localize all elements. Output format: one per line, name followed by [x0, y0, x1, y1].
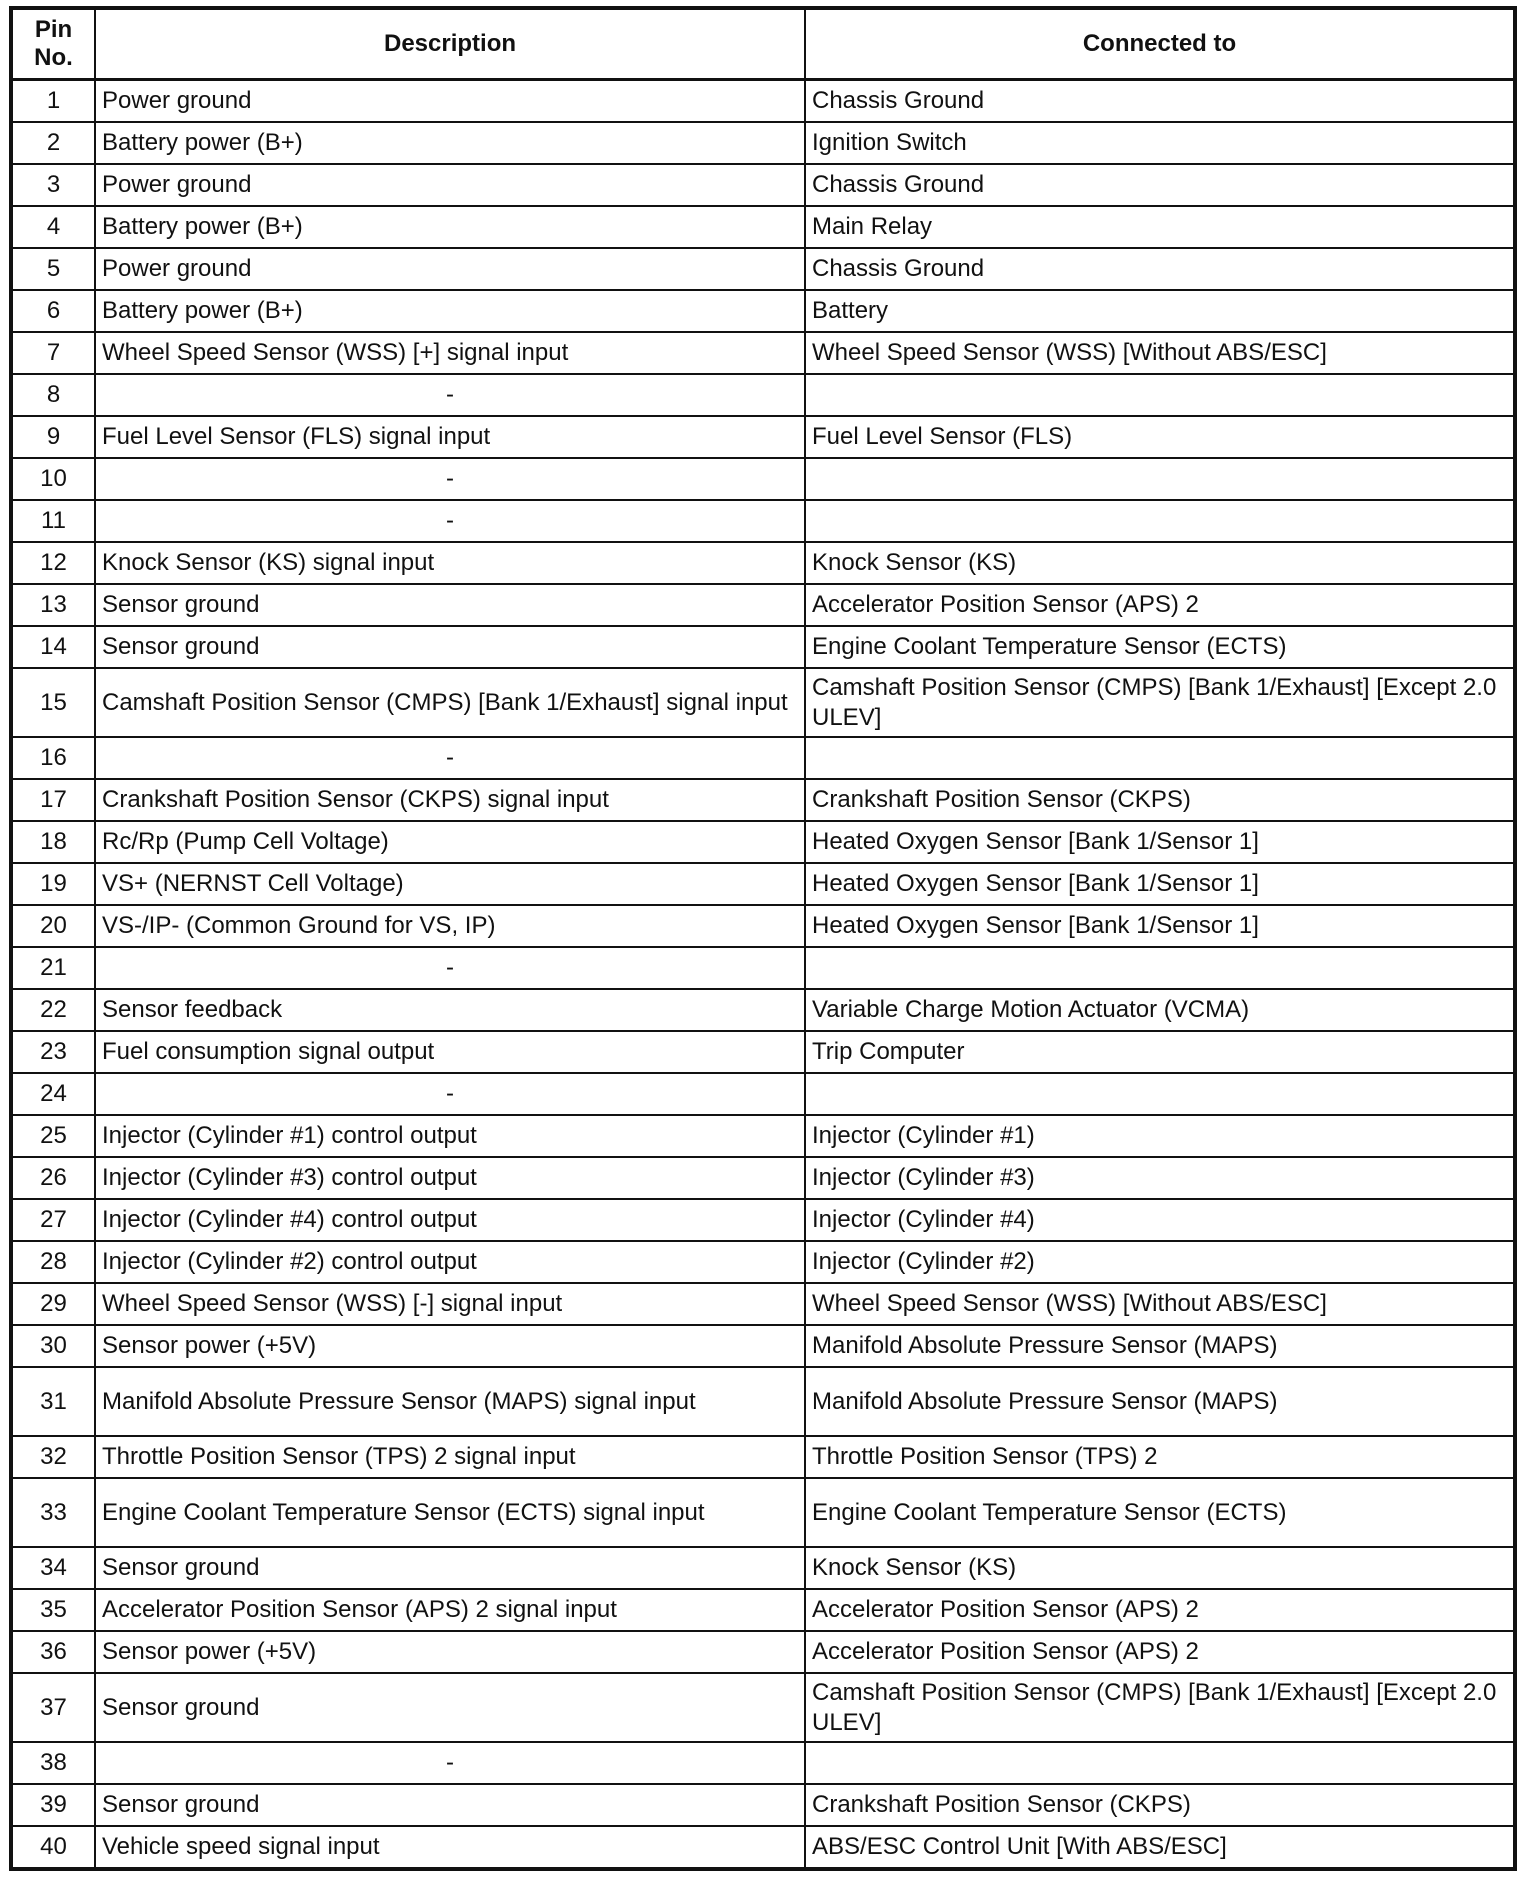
table-row — [11, 1325, 1515, 1367]
cell-description: Sensor power (+5V) — [95, 1631, 805, 1673]
table-row — [11, 458, 1515, 500]
cell-description: - — [95, 737, 805, 779]
cell-pin: 20 — [11, 905, 95, 947]
cell-connected-to — [805, 374, 1515, 416]
table-row — [11, 542, 1515, 584]
table-row — [11, 863, 1515, 905]
table-row — [11, 290, 1515, 332]
table-row — [11, 1784, 1515, 1826]
table-row — [11, 1826, 1515, 1869]
cell-description: Injector (Cylinder #1) control output — [95, 1115, 805, 1157]
cell-pin: 7 — [11, 332, 95, 374]
cell-pin: 32 — [11, 1436, 95, 1478]
table-row — [11, 332, 1515, 374]
cell-description: - — [95, 500, 805, 542]
cell-pin: 18 — [11, 821, 95, 863]
cell-connected-to: Accelerator Position Sensor (APS) 2 — [805, 1589, 1515, 1631]
cell-pin: 6 — [11, 290, 95, 332]
table-row — [11, 1478, 1515, 1547]
cell-description: Manifold Absolute Pressure Sensor (MAPS) signal input — [95, 1367, 805, 1436]
cell-pin: 5 — [11, 248, 95, 290]
cell-description: Power ground — [95, 164, 805, 206]
table-row — [11, 989, 1515, 1031]
cell-pin: 37 — [11, 1673, 95, 1742]
cell-description: VS+ (NERNST Cell Voltage) — [95, 863, 805, 905]
table-row — [11, 1673, 1515, 1742]
cell-pin: 39 — [11, 1784, 95, 1826]
cell-connected-to: Throttle Position Sensor (TPS) 2 — [805, 1436, 1515, 1478]
table-row — [11, 1631, 1515, 1673]
cell-description: VS-/IP- (Common Ground for VS, IP) — [95, 905, 805, 947]
cell-connected-to: Manifold Absolute Pressure Sensor (MAPS) — [805, 1367, 1515, 1436]
cell-connected-to — [805, 737, 1515, 779]
cell-connected-to: Chassis Ground — [805, 164, 1515, 206]
cell-pin: 26 — [11, 1157, 95, 1199]
cell-pin: 16 — [11, 737, 95, 779]
cell-description: Crankshaft Position Sensor (CKPS) signal input — [95, 779, 805, 821]
cell-connected-to: Fuel Level Sensor (FLS) — [805, 416, 1515, 458]
cell-description: Injector (Cylinder #4) control output — [95, 1199, 805, 1241]
cell-connected-to: ABS/ESC Control Unit [With ABS/ESC] — [805, 1826, 1515, 1869]
cell-connected-to: Knock Sensor (KS) — [805, 542, 1515, 584]
cell-pin: 9 — [11, 416, 95, 458]
cell-pin: 33 — [11, 1478, 95, 1547]
cell-pin: 25 — [11, 1115, 95, 1157]
cell-connected-to: Wheel Speed Sensor (WSS) [Without ABS/ESC] — [805, 332, 1515, 374]
cell-description: Rc/Rp (Pump Cell Voltage) — [95, 821, 805, 863]
table-row — [11, 1547, 1515, 1589]
cell-description: Fuel consumption signal output — [95, 1031, 805, 1073]
cell-connected-to: Engine Coolant Temperature Sensor (ECTS) — [805, 1478, 1515, 1547]
table-row — [11, 500, 1515, 542]
cell-pin: 8 — [11, 374, 95, 416]
cell-description: Throttle Position Sensor (TPS) 2 signal input — [95, 1436, 805, 1478]
cell-connected-to: Camshaft Position Sensor (CMPS) [Bank 1/Exhaust] [Except 2.0 ULEV] — [805, 668, 1515, 737]
cell-description: Sensor ground — [95, 1784, 805, 1826]
cell-pin: 19 — [11, 863, 95, 905]
cell-connected-to: Injector (Cylinder #2) — [805, 1241, 1515, 1283]
cell-description: Injector (Cylinder #3) control output — [95, 1157, 805, 1199]
cell-pin: 31 — [11, 1367, 95, 1436]
cell-connected-to: Engine Coolant Temperature Sensor (ECTS) — [805, 626, 1515, 668]
table-row — [11, 1157, 1515, 1199]
cell-pin: 10 — [11, 458, 95, 500]
cell-connected-to: Wheel Speed Sensor (WSS) [Without ABS/ESC] — [805, 1283, 1515, 1325]
cell-pin: 3 — [11, 164, 95, 206]
cell-connected-to — [805, 1073, 1515, 1115]
cell-pin: 13 — [11, 584, 95, 626]
table-row — [11, 947, 1515, 989]
cell-pin: 35 — [11, 1589, 95, 1631]
table-row — [11, 374, 1515, 416]
cell-description: - — [95, 1073, 805, 1115]
table-row — [11, 668, 1515, 737]
cell-connected-to: Injector (Cylinder #4) — [805, 1199, 1515, 1241]
cell-connected-to: Variable Charge Motion Actuator (VCMA) — [805, 989, 1515, 1031]
cell-connected-to — [805, 1742, 1515, 1784]
cell-description: Knock Sensor (KS) signal input — [95, 542, 805, 584]
cell-connected-to — [805, 500, 1515, 542]
cell-pin: 14 — [11, 626, 95, 668]
cell-description: Wheel Speed Sensor (WSS) [+] signal input — [95, 332, 805, 374]
cell-description: Battery power (B+) — [95, 290, 805, 332]
cell-connected-to — [805, 458, 1515, 500]
cell-connected-to: Heated Oxygen Sensor [Bank 1/Sensor 1] — [805, 821, 1515, 863]
cell-description: - — [95, 1742, 805, 1784]
cell-connected-to: Chassis Ground — [805, 248, 1515, 290]
cell-pin: 24 — [11, 1073, 95, 1115]
cell-description: Injector (Cylinder #2) control output — [95, 1241, 805, 1283]
cell-connected-to: Trip Computer — [805, 1031, 1515, 1073]
cell-connected-to: Chassis Ground — [805, 80, 1515, 123]
table-row — [11, 821, 1515, 863]
table-row — [11, 1742, 1515, 1784]
cell-description: Sensor feedback — [95, 989, 805, 1031]
cell-pin: 27 — [11, 1199, 95, 1241]
cell-connected-to: Crankshaft Position Sensor (CKPS) — [805, 779, 1515, 821]
cell-connected-to: Heated Oxygen Sensor [Bank 1/Sensor 1] — [805, 905, 1515, 947]
table-row — [11, 584, 1515, 626]
cell-pin: 17 — [11, 779, 95, 821]
cell-pin: 29 — [11, 1283, 95, 1325]
cell-pin: 2 — [11, 122, 95, 164]
cell-description: Power ground — [95, 248, 805, 290]
header-connected-to: Connected to — [805, 8, 1515, 80]
header-pin-line1: Pin — [34, 16, 73, 43]
header-row — [11, 8, 1515, 80]
table-row — [11, 416, 1515, 458]
cell-connected-to: Ignition Switch — [805, 122, 1515, 164]
cell-description: Sensor ground — [95, 1547, 805, 1589]
cell-description: Sensor ground — [95, 626, 805, 668]
cell-connected-to: Injector (Cylinder #1) — [805, 1115, 1515, 1157]
table-row — [11, 1241, 1515, 1283]
table-row — [11, 1073, 1515, 1115]
cell-connected-to: Camshaft Position Sensor (CMPS) [Bank 1/Exhaust] [Except 2.0 ULEV] — [805, 1673, 1515, 1742]
pin-table — [9, 6, 1517, 1871]
table-row — [11, 1283, 1515, 1325]
table-row — [11, 80, 1515, 123]
table-row — [11, 737, 1515, 779]
table-row — [11, 779, 1515, 821]
cell-description: Battery power (B+) — [95, 206, 805, 248]
cell-description: Vehicle speed signal input — [95, 1826, 805, 1869]
cell-description: Power ground — [95, 80, 805, 123]
cell-description: - — [95, 458, 805, 500]
cell-description: Sensor power (+5V) — [95, 1325, 805, 1367]
table-row — [11, 1199, 1515, 1241]
cell-description: Engine Coolant Temperature Sensor (ECTS) signal input — [95, 1478, 805, 1547]
cell-pin: 23 — [11, 1031, 95, 1073]
cell-pin: 12 — [11, 542, 95, 584]
table-row — [11, 1589, 1515, 1631]
cell-connected-to: Accelerator Position Sensor (APS) 2 — [805, 584, 1515, 626]
cell-pin: 40 — [11, 1826, 95, 1869]
cell-pin: 1 — [11, 80, 95, 123]
cell-description: Sensor ground — [95, 584, 805, 626]
table-row — [11, 1031, 1515, 1073]
table-row — [11, 248, 1515, 290]
cell-pin: 21 — [11, 947, 95, 989]
cell-description: - — [95, 374, 805, 416]
cell-description: Fuel Level Sensor (FLS) signal input — [95, 416, 805, 458]
table-row — [11, 122, 1515, 164]
header-pin-no — [11, 8, 95, 80]
cell-connected-to: Battery — [805, 290, 1515, 332]
cell-pin: 4 — [11, 206, 95, 248]
table-body — [11, 80, 1515, 1870]
cell-connected-to — [805, 947, 1515, 989]
table-row — [11, 1115, 1515, 1157]
cell-pin: 36 — [11, 1631, 95, 1673]
cell-description: Sensor ground — [95, 1673, 805, 1742]
cell-connected-to: Manifold Absolute Pressure Sensor (MAPS) — [805, 1325, 1515, 1367]
table-row — [11, 1367, 1515, 1436]
cell-connected-to: Injector (Cylinder #3) — [805, 1157, 1515, 1199]
header-description: Description — [95, 8, 805, 80]
table-row — [11, 164, 1515, 206]
table-row — [11, 626, 1515, 668]
cell-description: - — [95, 947, 805, 989]
cell-pin: 38 — [11, 1742, 95, 1784]
cell-pin: 30 — [11, 1325, 95, 1367]
cell-pin: 22 — [11, 989, 95, 1031]
cell-description: Wheel Speed Sensor (WSS) [-] signal input — [95, 1283, 805, 1325]
cell-connected-to: Accelerator Position Sensor (APS) 2 — [805, 1631, 1515, 1673]
cell-description: Accelerator Position Sensor (APS) 2 signal input — [95, 1589, 805, 1631]
cell-connected-to: Heated Oxygen Sensor [Bank 1/Sensor 1] — [805, 863, 1515, 905]
cell-pin: 11 — [11, 500, 95, 542]
cell-description: Camshaft Position Sensor (CMPS) [Bank 1/Exhaust] signal input — [95, 668, 805, 737]
cell-pin: 34 — [11, 1547, 95, 1589]
cell-description: Battery power (B+) — [95, 122, 805, 164]
cell-connected-to: Crankshaft Position Sensor (CKPS) — [805, 1784, 1515, 1826]
table-row — [11, 206, 1515, 248]
cell-pin: 15 — [11, 668, 95, 737]
cell-pin: 28 — [11, 1241, 95, 1283]
header-pin-line2: No. — [34, 44, 73, 71]
cell-connected-to: Main Relay — [805, 206, 1515, 248]
cell-connected-to: Knock Sensor (KS) — [805, 1547, 1515, 1589]
table-row — [11, 1436, 1515, 1478]
table-row — [11, 905, 1515, 947]
